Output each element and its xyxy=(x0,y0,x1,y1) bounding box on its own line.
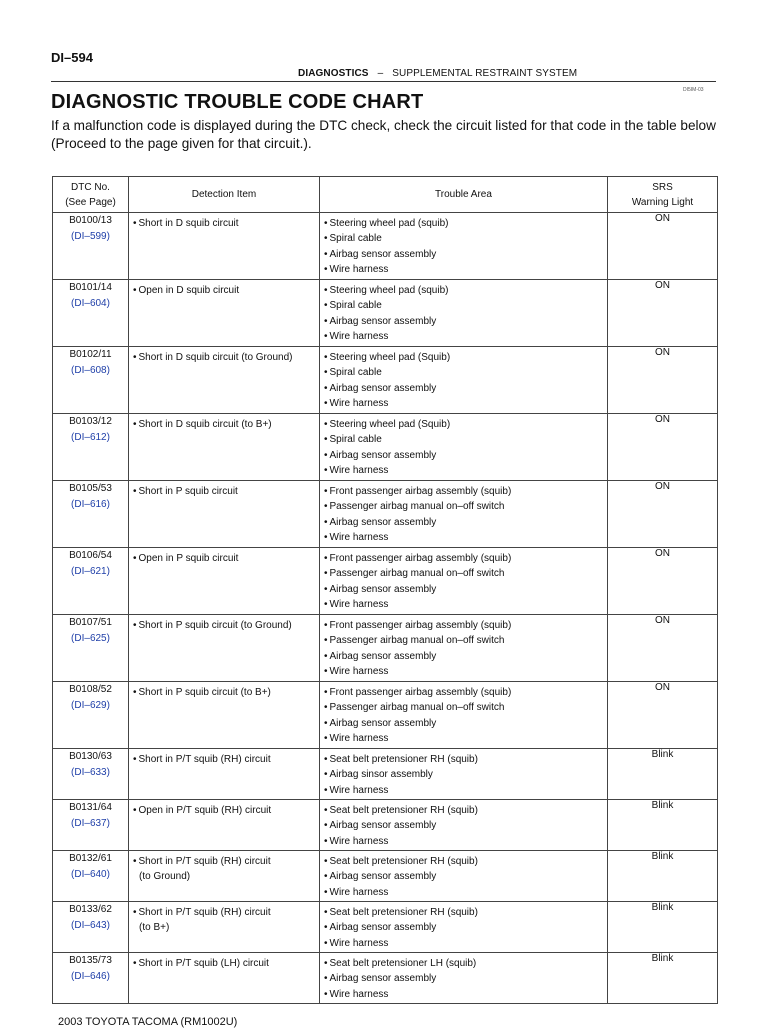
page-reference-link[interactable]: (DI–616) xyxy=(71,498,110,510)
page-footer: 2003 TOYOTA TACOMA (RM1002U) xyxy=(58,1016,238,1028)
header-rule xyxy=(51,81,716,82)
dtc-code: B0100/13 xyxy=(69,215,112,226)
trouble-area-cell xyxy=(320,280,608,347)
table-row xyxy=(53,851,718,902)
detection-item-cell xyxy=(129,481,320,548)
dtc-cell xyxy=(53,213,129,280)
detection-item: • Short in D squib circuit (to B+) xyxy=(132,417,315,432)
trouble-area-item: • Airbag sensor assembly xyxy=(323,649,603,664)
page-reference-link[interactable]: (DI–599) xyxy=(71,230,110,242)
trouble-area-item: • Airbag sensor assembly xyxy=(323,920,603,935)
dtc-code: B0135/73 xyxy=(69,955,112,966)
detection-item: • Short in P/T squib (LH) circuit xyxy=(132,956,315,971)
trouble-area-item: • Spiral cable xyxy=(323,432,603,447)
trouble-area-item: • Wire harness xyxy=(323,783,603,798)
trouble-area-item: • Wire harness xyxy=(323,329,603,344)
trouble-area-item: • Airbag sensor assembly xyxy=(323,314,603,329)
table-row xyxy=(53,902,718,953)
header-srs-line2: Warning Light xyxy=(631,196,694,208)
header-dtc-no xyxy=(53,177,129,213)
page-number: DI–594 xyxy=(51,50,93,65)
dtc-code: B0103/12 xyxy=(69,416,112,427)
detection-item-cell xyxy=(129,800,320,851)
srs-warning-light-status: ON xyxy=(608,213,718,280)
detection-item: (to B+) xyxy=(139,922,170,934)
trouble-area-cell xyxy=(320,481,608,548)
trouble-area-cell xyxy=(320,953,608,1004)
trouble-area-item: • Wire harness xyxy=(323,936,603,951)
trouble-area-item: • Wire harness xyxy=(323,463,603,478)
page-reference-link[interactable]: (DI–643) xyxy=(71,919,110,931)
trouble-area-item: • Airbag sensor assembly xyxy=(323,448,603,463)
trouble-area-item: • Passenger airbag manual on–off switch xyxy=(323,499,603,514)
header-srs-light xyxy=(608,177,718,213)
dtc-code: B0131/64 xyxy=(69,802,112,813)
srs-warning-light-status: ON xyxy=(608,414,718,481)
trouble-area-item: • Airbag sensor assembly xyxy=(323,515,603,530)
trouble-area-item: • Airbag sensor assembly xyxy=(323,818,603,833)
page-reference-link[interactable]: (DI–646) xyxy=(71,970,110,982)
table-row xyxy=(53,548,718,615)
trouble-area-item: • Front passenger airbag assembly (squib) xyxy=(323,551,603,566)
detection-item: • Open in D squib circuit xyxy=(132,283,315,298)
dtc-cell xyxy=(53,902,129,953)
page-reference-link[interactable]: (DI–621) xyxy=(71,565,110,577)
dtc-cell xyxy=(53,800,129,851)
table-row xyxy=(53,414,718,481)
trouble-area-item: • Airbag sensor assembly xyxy=(323,582,603,597)
dtc-cell xyxy=(53,953,129,1004)
trouble-area-item: • Seat belt pretensioner RH (squib) xyxy=(323,854,603,869)
trouble-area-item: • Passenger airbag manual on–off switch xyxy=(323,700,603,715)
page-reference-link[interactable]: (DI–604) xyxy=(71,297,110,309)
table-row xyxy=(53,481,718,548)
detection-item-cell xyxy=(129,414,320,481)
table-row xyxy=(53,682,718,749)
trouble-area-item: • Front passenger airbag assembly (squib) xyxy=(323,618,603,633)
dtc-cell xyxy=(53,851,129,902)
dtc-code: B0102/11 xyxy=(69,349,112,360)
header-dtc-line1: DTC No. xyxy=(71,181,110,193)
detection-item-cell xyxy=(129,851,320,902)
trouble-area-item: • Wire harness xyxy=(323,530,603,545)
detection-item-cell xyxy=(129,213,320,280)
trouble-area-cell xyxy=(320,347,608,414)
page-reference-link[interactable]: (DI–629) xyxy=(71,699,110,711)
trouble-area-cell xyxy=(320,548,608,615)
header-detection-item: Detection Item xyxy=(129,177,320,213)
srs-warning-light-status: Blink xyxy=(608,749,718,800)
trouble-area-item: • Seat belt pretensioner RH (squib) xyxy=(323,905,603,920)
trouble-area-item: • Front passenger airbag assembly (squib) xyxy=(323,685,603,700)
srs-warning-light-status: ON xyxy=(608,280,718,347)
detection-item-cell xyxy=(129,347,320,414)
dtc-table xyxy=(52,176,718,1004)
trouble-area-item: • Spiral cable xyxy=(323,231,603,246)
trouble-area-item: • Wire harness xyxy=(323,885,603,900)
detection-item: (to Ground) xyxy=(139,871,191,883)
dtc-cell xyxy=(53,682,129,749)
trouble-area-item: • Spiral cable xyxy=(323,365,603,380)
table-row xyxy=(53,800,718,851)
dtc-code: B0105/53 xyxy=(69,483,112,494)
trouble-area-cell xyxy=(320,749,608,800)
detection-item: • Short in P/T squib (RH) circuit xyxy=(132,905,315,920)
detection-item: • Open in P squib circuit xyxy=(132,551,315,566)
header-subsection: SUPPLEMENTAL RESTRAINT SYSTEM xyxy=(392,68,578,79)
page-reference-link[interactable]: (DI–608) xyxy=(71,364,110,376)
table-row xyxy=(53,749,718,800)
trouble-area-item: • Passenger airbag manual on–off switch xyxy=(323,566,603,581)
page-reference-link[interactable]: (DI–625) xyxy=(71,632,110,644)
trouble-area-cell xyxy=(320,902,608,953)
trouble-area-item: • Spiral cable xyxy=(323,298,603,313)
trouble-area-cell xyxy=(320,800,608,851)
srs-warning-light-status: Blink xyxy=(608,902,718,953)
detection-item: • Short in D squib circuit (to Ground) xyxy=(132,350,315,365)
detection-item: • Short in P/T squib (RH) circuit xyxy=(132,752,315,767)
table-row xyxy=(53,347,718,414)
trouble-area-cell xyxy=(320,682,608,749)
detection-item: • Short in D squib circuit xyxy=(132,216,315,231)
table-header-row xyxy=(53,177,718,213)
intro-paragraph: If a malfunction code is displayed during the DTC check, check the circuit listed for that code in the table below (Proceed to the page given for that circuit.). xyxy=(51,118,716,151)
srs-warning-light-status: ON xyxy=(608,682,718,749)
trouble-area-item: • Steering wheel pad (Squib) xyxy=(323,350,603,365)
trouble-area-item: • Wire harness xyxy=(323,664,603,679)
detection-item-cell xyxy=(129,548,320,615)
page-reference-link[interactable]: (DI–640) xyxy=(71,868,110,880)
trouble-area-item: • Wire harness xyxy=(323,731,603,746)
srs-warning-light-status: ON xyxy=(608,481,718,548)
detection-item-cell xyxy=(129,902,320,953)
table-row xyxy=(53,953,718,1004)
trouble-area-cell xyxy=(320,213,608,280)
header-dtc-line2: (See Page) xyxy=(65,196,116,208)
trouble-area-item: • Airbag sensor assembly xyxy=(323,971,603,986)
dtc-code: B0107/51 xyxy=(69,617,112,628)
header-trouble-area: Trouble Area xyxy=(320,177,608,213)
dtc-cell xyxy=(53,481,129,548)
detection-item: • Short in P/T squib (RH) circuit xyxy=(132,854,315,869)
trouble-area-item: • Airbag sinsor assembly xyxy=(323,767,603,782)
srs-warning-light-status: Blink xyxy=(608,800,718,851)
dtc-code: B0101/14 xyxy=(69,282,112,293)
dtc-code: B0108/52 xyxy=(69,684,112,695)
trouble-area-item: • Passenger airbag manual on–off switch xyxy=(323,633,603,648)
table-row xyxy=(53,280,718,347)
detection-item: • Short in P squib circuit (to Ground) xyxy=(132,618,315,633)
page-reference-link[interactable]: (DI–612) xyxy=(71,431,110,443)
trouble-area-item: • Seat belt pretensioner RH (squib) xyxy=(323,803,603,818)
trouble-area-item: • Airbag sensor assembly xyxy=(323,381,603,396)
trouble-area-item: • Wire harness xyxy=(323,396,603,411)
trouble-area-item: • Wire harness xyxy=(323,262,603,277)
trouble-area-item: • Front passenger airbag assembly (squib) xyxy=(323,484,603,499)
trouble-area-item: • Airbag sensor assembly xyxy=(323,247,603,262)
dtc-table-body xyxy=(53,213,718,1004)
page-reference-link[interactable]: (DI–637) xyxy=(71,817,110,829)
header-section: DIAGNOSTICS xyxy=(298,68,369,79)
page-title: DIAGNOSTIC TROUBLE CODE CHART xyxy=(51,91,424,113)
detection-item-cell xyxy=(129,682,320,749)
srs-warning-light-status: Blink xyxy=(608,851,718,902)
trouble-area-item: • Seat belt pretensioner RH (squib) xyxy=(323,752,603,767)
dtc-code: B0130/63 xyxy=(69,751,112,762)
detection-item-cell xyxy=(129,953,320,1004)
dtc-code: B0133/62 xyxy=(69,904,112,915)
detection-item-cell xyxy=(129,749,320,800)
dtc-code: B0106/54 xyxy=(69,550,112,561)
trouble-area-item: • Wire harness xyxy=(323,597,603,612)
detection-item: • Short in P squib circuit xyxy=(132,484,315,499)
detection-item: • Short in P squib circuit (to B+) xyxy=(132,685,315,700)
srs-warning-light-status: ON xyxy=(608,347,718,414)
detection-item-cell xyxy=(129,280,320,347)
dtc-cell xyxy=(53,548,129,615)
trouble-area-item: • Airbag sensor assembly xyxy=(323,716,603,731)
srs-warning-light-status: Blink xyxy=(608,953,718,1004)
detection-item-cell xyxy=(129,615,320,682)
table-row xyxy=(53,213,718,280)
srs-warning-light-status: ON xyxy=(608,548,718,615)
dtc-cell xyxy=(53,749,129,800)
srs-warning-light-status: ON xyxy=(608,615,718,682)
trouble-area-item: • Steering wheel pad (Squib) xyxy=(323,417,603,432)
trouble-area-item: • Wire harness xyxy=(323,834,603,849)
trouble-area-cell xyxy=(320,615,608,682)
dtc-code: B0132/61 xyxy=(69,853,112,864)
detection-item: • Open in P/T squib (RH) circuit xyxy=(132,803,315,818)
table-row xyxy=(53,615,718,682)
running-header xyxy=(298,68,577,79)
trouble-area-cell xyxy=(320,414,608,481)
document-code: DI5IM-03 xyxy=(683,87,704,93)
trouble-area-item: • Seat belt pretensioner LH (squib) xyxy=(323,956,603,971)
header-dash: – xyxy=(377,68,384,79)
trouble-area-item: • Airbag sensor assembly xyxy=(323,869,603,884)
dtc-cell xyxy=(53,347,129,414)
dtc-cell xyxy=(53,280,129,347)
trouble-area-item: • Steering wheel pad (squib) xyxy=(323,283,603,298)
dtc-cell xyxy=(53,414,129,481)
trouble-area-item: • Steering wheel pad (squib) xyxy=(323,216,603,231)
trouble-area-cell xyxy=(320,851,608,902)
page-reference-link[interactable]: (DI–633) xyxy=(71,766,110,778)
trouble-area-item: • Wire harness xyxy=(323,987,603,1002)
header-srs-line1: SRS xyxy=(652,181,673,193)
dtc-cell xyxy=(53,615,129,682)
